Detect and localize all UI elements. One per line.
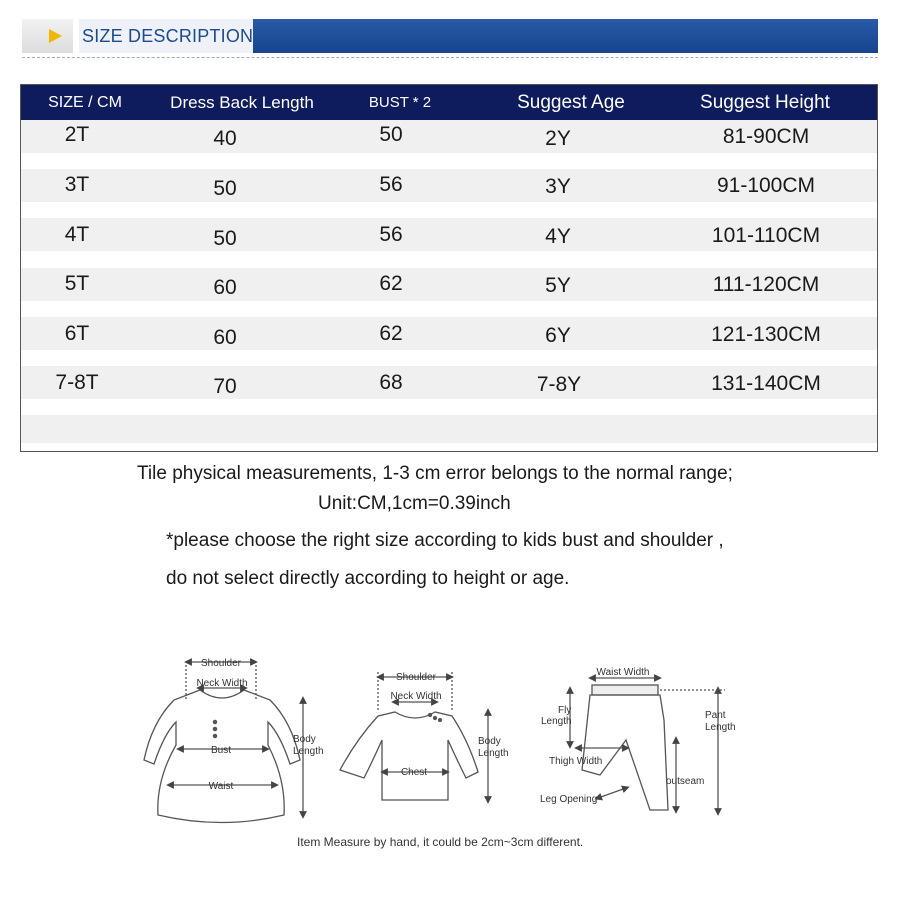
table-cell: 60 [213,326,237,349]
label-body-length: Length [478,748,509,759]
section-title: SIZE DESCRIPTION [82,26,254,46]
table-cell: 7-8Y [536,373,582,396]
label-fly-length: Length [541,716,572,727]
label-shoulder: Shoulder [395,672,437,683]
table-cell: 70 [213,375,237,398]
table-cell: 68 [379,371,403,394]
label-pant-length: Pant [705,710,726,721]
column-header-bust: BUST * 2 [368,94,432,111]
label-body-length: Length [293,746,324,757]
label-outseam: outseam [666,776,705,787]
table-cell: 5T [64,272,90,295]
table-cell: 5Y [545,274,571,297]
table-cell: 62 [379,322,403,345]
table-cell: 6Y [545,324,571,347]
table-cell: 50 [213,227,237,250]
table-cell: 101-110CM [711,224,821,247]
label-leg-opening: Leg Opening [540,794,598,805]
note-measurement-error: Tile physical measurements, 1-3 cm error belongs to the normal range; [137,463,733,484]
label-waist-width: Waist Width [596,667,650,678]
table-cell: 2T [64,123,90,146]
table-cell: 62 [379,272,403,295]
label-fly-length: Fly [558,705,572,716]
table-cell: 131-140CM [711,372,821,395]
table-cell: 40 [213,127,237,150]
table-cell: 3T [64,173,90,196]
table-cell: 56 [379,223,403,246]
label-waist: Waist [208,781,234,792]
header-bar [253,19,878,53]
column-header-age: Suggest Age [517,92,625,113]
table-cell: 6T [64,322,90,345]
column-header-back-length: Dress Back Length [170,93,314,112]
size-table [20,84,878,452]
note-unit: Unit:CM,1cm=0.39inch [318,493,511,514]
table-cell: 4T [64,223,90,246]
label-neck-width: Neck Width [196,678,248,689]
table-cell: 60 [213,276,237,299]
table-cell: 3Y [545,175,571,198]
table-cell: 121-130CM [711,323,821,346]
table-cell: 56 [379,173,403,196]
divider [22,57,878,58]
column-header-size: SIZE / CM [48,94,122,111]
table-cell: 2Y [545,127,571,150]
table-cell: 7-8T [55,371,99,394]
play-icon [49,29,62,43]
table-cell: 91-100CM [716,174,816,197]
table-header [21,85,877,120]
label-pant-length: Length [705,722,736,733]
pants-diagram [570,678,725,812]
note-do-not-select: do not select directly according to height or age. [166,568,570,589]
label-chest: Chest [400,767,428,778]
play-icon-box [22,19,73,53]
label-body-length: Body [293,734,316,745]
label-bust: Bust [210,745,232,756]
table-cell: 50 [213,177,237,200]
measure-caption: Item Measure by hand, it could be 2cm~3cm different. [297,835,584,849]
label-shoulder: Shoulder [200,658,242,669]
table-cell: 111-120CM [712,273,820,296]
table-cell: 4Y [545,225,571,248]
label-body-length: Body [478,736,501,747]
column-header-height: Suggest Height [700,92,830,113]
table-cell: 81-90CM [722,125,810,148]
note-choose-size: *please choose the right size according to kids bust and shoulder , [166,530,724,551]
section-header [22,19,878,53]
label-thigh-width: Thigh Width [549,756,603,767]
label-neck-width: Neck Width [390,691,442,702]
table-cell: 50 [379,123,403,146]
